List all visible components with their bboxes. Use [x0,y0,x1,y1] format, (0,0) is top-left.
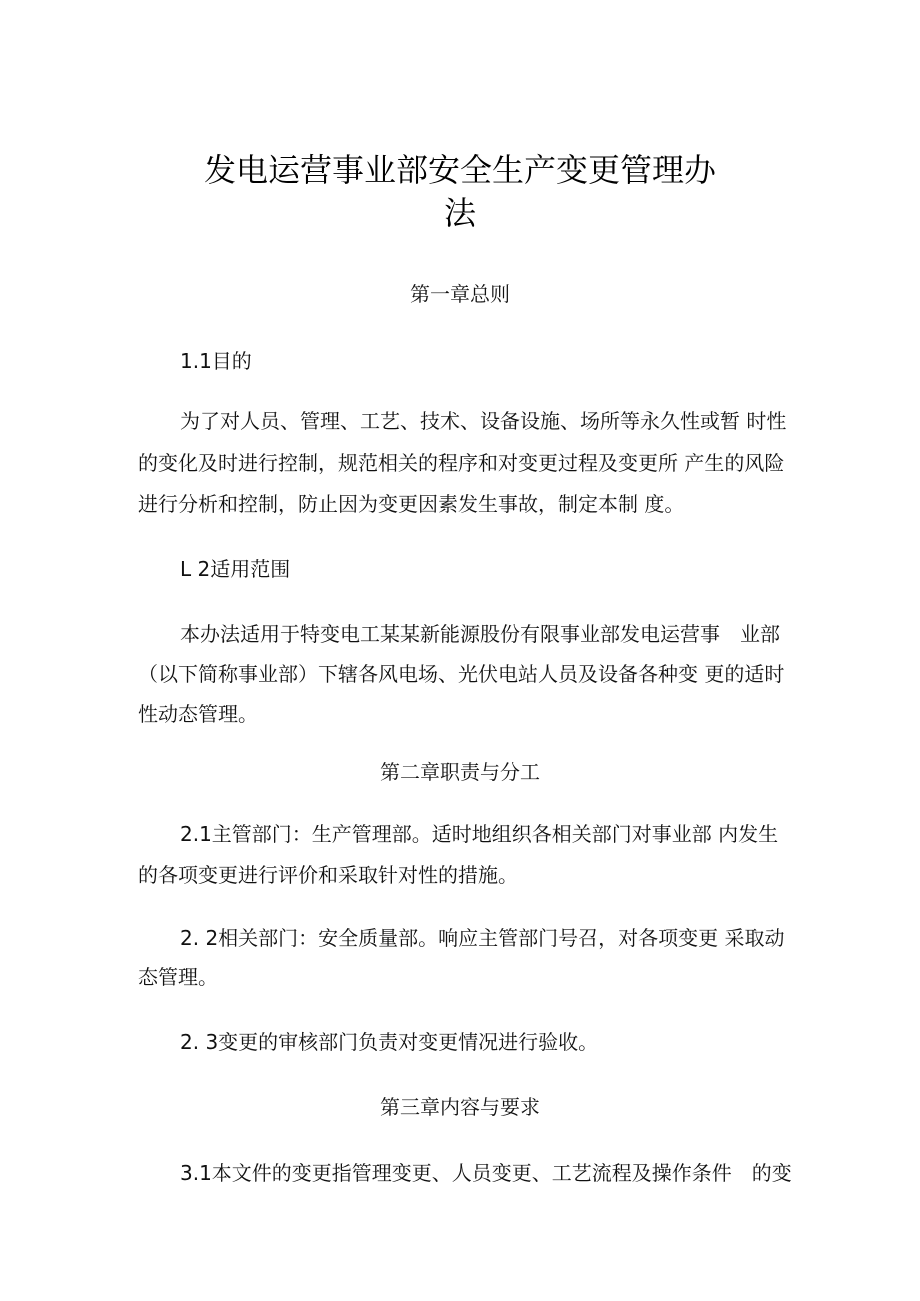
section-1-2-body-line-3: 性动态管理。 [138,702,258,726]
section-3-1-line-1: 3.1本文件的变更指管理变更、人员变更、工艺流程及操作条件 的变 [180,1161,792,1185]
section-2-2-line-1: 2. 2相关部门：安全质量部。响应主管部门号召，对各项变更 采取动 [180,926,785,950]
section-1-2-body-line-1: 本办法适用于特变电工某某新能源股份有限事业部发电运营事 业部 [180,622,780,646]
section-1-1-body-line-3: 进行分析和控制，防止因为变更因素发生事故，制定本制 度。 [138,492,685,516]
section-2-2-line-2: 态管理。 [138,965,218,989]
section-1-1-body-line-1: 为了对人员、管理、工艺、技术、设备设施、场所等永久性或暂 时性 [180,409,787,433]
chapter-3-heading: 第三章内容与要求 [380,1095,540,1119]
section-1-1-body-line-2: 的变化及时进行控制，规范相关的程序和对变更过程及变更所 产生的风险 [138,451,785,475]
section-1-1-heading: 1.1目的 [180,349,252,373]
document-title-line-2: 法 [443,194,476,232]
section-2-3: 2. 3变更的审核部门负责对变更情况进行验收。 [180,1030,599,1054]
section-1-2-body-line-2: （以下简称事业部）下辖各风电场、光伏电站人员及设备各种变 更的适时 [138,662,785,686]
section-2-1-line-1: 2.1主管部门：生产管理部。适时地组织各相关部门对事业部 内发生 [180,822,779,846]
chapter-2-heading: 第二章职责与分工 [380,760,540,784]
section-2-1-line-2: 的各项变更进行评价和采取针对性的措施。 [138,863,518,887]
document-title-line-1: 发电运营事业部安全生产变更管理办 [203,151,716,189]
chapter-1-heading: 第一章总则 [410,282,510,306]
section-1-2-heading: L 2适用范围 [180,557,291,581]
